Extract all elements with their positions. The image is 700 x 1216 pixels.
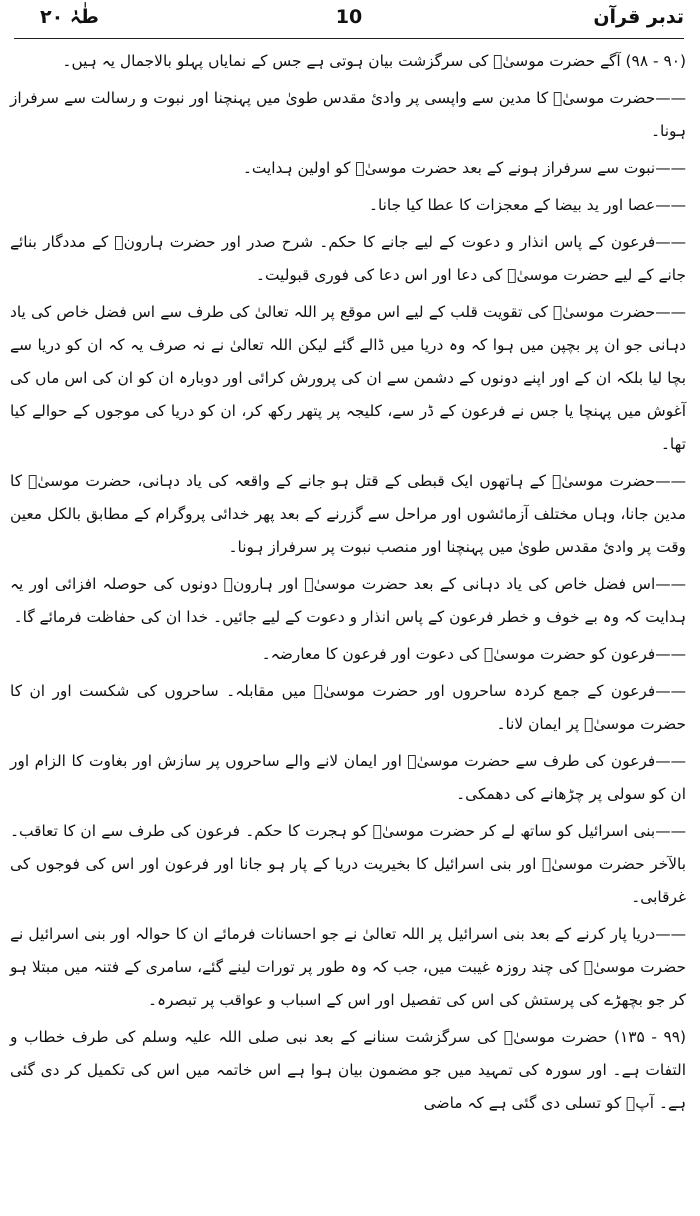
section-intro-90-98: (۹۰ - ۹۸) آگے حضرت موسیٰؑ کی سرگزشت بیان ہوتی ہے جس کے نمایاں پہلو بالاجمال یہ ہیں۔	[62, 52, 686, 70]
section-intro-99-135: (۹۹ - ۱۳۵) حضرت موسیٰؑ کی سرگزشت سنانے کے بعد نبی صلی اللہ علیہ وسلم کی طرف خطاب و التفات ہے۔ اور سورہ کی تمہید میں جو مضمون بیان ہوا ہے اس خاتمہ میں اس کی تکمیل کر دی گئی ہے۔ آپؐ کو تسلی دی گئی ہے کہ ماضی	[10, 1028, 686, 1112]
list-item: —— فرعون کے پاس انذار و دعوت کے لیے جانے کا حکم۔ شرح صدر اور حضرت ہارونؑ کے مددگار بنائے جانے کے لیے حضرت موسیٰؑ کی دعا اور اس دعا کی فوری قبولیت۔	[10, 226, 686, 292]
list-item: —— حضرت موسیٰؑ کی تقویت قلب کے لیے اس موقع پر اللہ تعالیٰ کی طرف سے اس فضل خاص کی یاد دہانی جو ان پر بچپن میں ہوا کہ وہ دریا میں ڈالے گئے لیکن اللہ تعالیٰ نے نہ صرف یہ کہ ان کو دریا سے بچا لیا بلکہ ان کے اور اپنے دونوں کے دشمن سے ان کی پرورش کرائی اور دوبارہ ان کو ان کی اس ماں کی آغوش میں پہنچا یا جس نے فرعون کے ڈر سے، کلیجہ پر پتھر رکھ کر، ان کو دریا کی موجوں کے حوالے کیا تھا۔	[10, 296, 686, 461]
surah-reference: طٰہٰ ۲۰	[40, 6, 99, 28]
page-header	[14, 4, 684, 39]
page-number: 10	[335, 6, 363, 28]
list-item: —— عصا اور ید بیضا کے معجزات کا عطا کیا جانا۔	[10, 189, 686, 222]
list-item: —— نبوت سے سرفراز ہونے کے بعد حضرت موسیٰؑ کو اولین ہدایت۔	[10, 152, 686, 185]
list-item: —— بنی اسرائیل کو ساتھ لے کر حضرت موسیٰؑ کو ہجرت کا حکم۔ فرعون کی طرف سے ان کا تعاقب۔ بالآخر حضرت موسیٰؑ اور بنی اسرائیل کا بخیریت دریا کے پار ہو جانا اور فرعون اور اس کی فوجوں کی غرقابی۔	[10, 815, 686, 914]
list-item: —— حضرت موسیٰؑ کے ہاتھوں ایک قبطی کے قتل ہو جانے کے واقعہ کی یاد دہانی، حضرت موسیٰؑ کا مدین جانا، وہاں مختلف آزمائشوں اور مراحل سے گزرنے کے بعد پھر خدائی پروگرام کے مطابق بالکل معین وقت پر وادیٔ مقدس طویٰ میں پہنچنا اور منصب نبوت پر سرفراز ہونا۔	[10, 465, 686, 564]
list-item: —— فرعون کو حضرت موسیٰؑ کی دعوت اور فرعون کا معارضہ۔	[10, 638, 686, 671]
list-item: —— فرعون کی طرف سے حضرت موسیٰؑ اور ایمان لانے والے ساحروں پر سازش اور بغاوت کا الزام اور ان کو سولی پر چڑھانے کی دھمکی۔	[10, 745, 686, 811]
list-item: —— فرعون کے جمع کردہ ساحروں اور حضرت موسیٰؑ میں مقابلہ۔ ساحروں کی شکست اور ان کا حضرت موسیٰؑ پر ایمان لانا۔	[10, 675, 686, 741]
body-text	[10, 45, 686, 1120]
list-item: —— دریا پار کرنے کے بعد بنی اسرائیل پر اللہ تعالیٰ نے جو احسانات فرمائے ان کا حوالہ اور بنی اسرائیل نے حضرت موسیٰؑ کی چند روزہ غیبت میں، جب کہ وہ طور پر تورات لینے گئے، سامری کے فتنہ میں مبتلا ہو کر جو بچھڑے کی پرستش کی اس کی تفصیل اور اس کے اسباب و عواقب پر تبصرہ۔	[10, 918, 686, 1017]
list-item: —— اس فضل خاص کی یاد دہانی کے بعد حضرت موسیٰؑ اور ہارونؑ دونوں کی حوصلہ افزائی اور یہ ہدایت کہ وہ بے خوف و خطر فرعون کے پاس انذار و دعوت کے لیے جائیں۔ خدا ان کی حفاظت فرمائے گا۔	[10, 568, 686, 634]
list-item: —— حضرت موسیٰؑ کا مدین سے واپسی پر وادیٔ مقدس طویٰ میں پہنچنا اور نبوت و رسالت سے سرفراز ہونا۔	[10, 82, 686, 148]
book-title: تدبر قرآن	[593, 6, 684, 28]
